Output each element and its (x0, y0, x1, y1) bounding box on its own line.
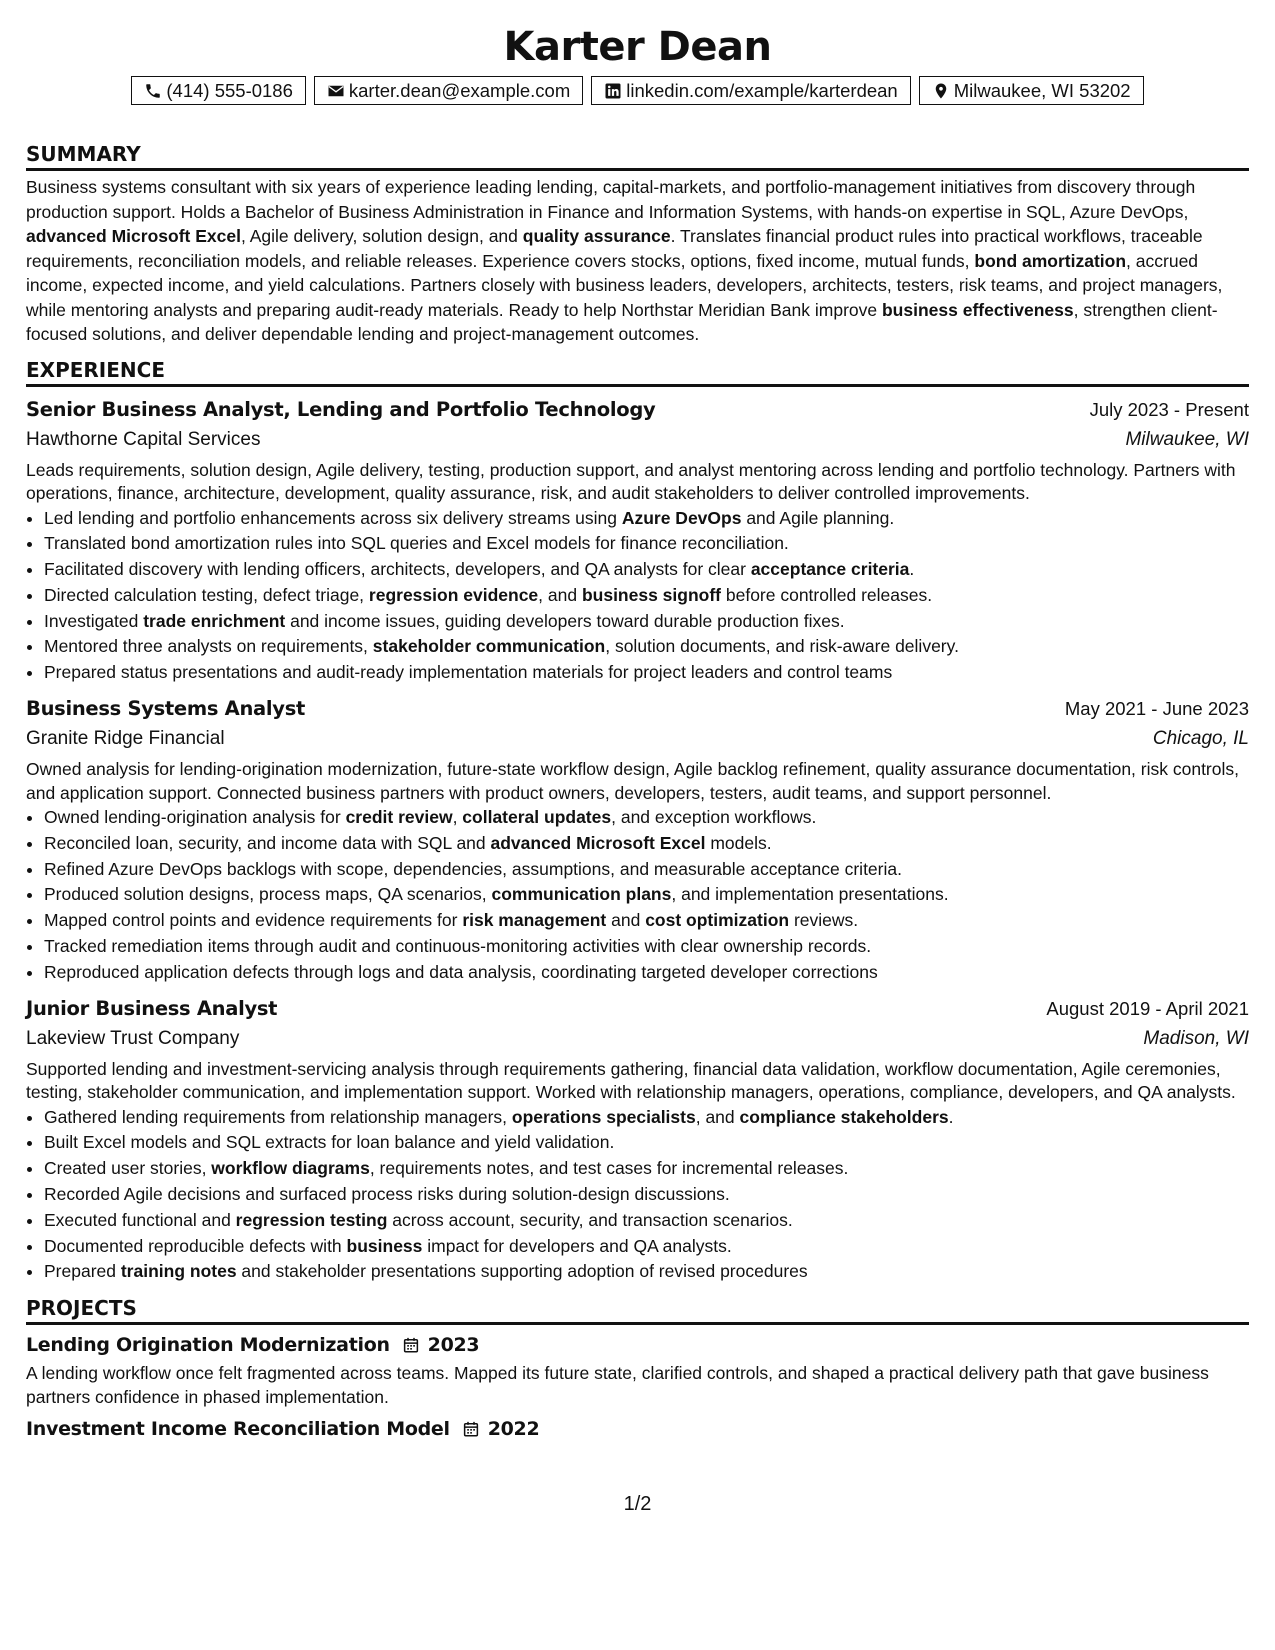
contact-email-text: karter.dean@example.com (348, 79, 571, 101)
job-bullets (26, 506, 1249, 687)
project-description: A lending workflow once felt fragmented across teams. Mapped its future state, clarified controls, and shaped a practical delivery path that gave business partners confidence in phased implementation. (26, 1363, 1209, 1408)
project-year: 2022 (487, 1418, 540, 1441)
list-item: • Facilitated discovery with lending officers, architects, developers, and QA analysts for clear acceptance criteria. (44, 557, 1249, 583)
list-item: • Produced solution designs, process maps, QA scenarios, communication plans, and implementation presentations. (44, 882, 1249, 908)
job-company: Granite Ridge Financial (26, 728, 225, 750)
list-item: • Prepared training notes and stakeholder presentations supporting adoption of revised procedures (44, 1259, 1249, 1285)
summary-section (26, 141, 1249, 347)
candidate-name: Karter Dean (503, 24, 772, 70)
emphasis: business (346, 1235, 423, 1256)
emphasis: workflow diagrams (211, 1158, 370, 1179)
experience-heading: EXPERIENCE (26, 357, 1249, 387)
emphasis: collateral updates (462, 807, 612, 828)
job-bullets (26, 1105, 1249, 1286)
contact-phone[interactable] (131, 76, 306, 105)
contact-linkedin-text: linkedin.com/example/karterdean (626, 79, 898, 101)
job-location: Chicago, IL (1152, 728, 1249, 750)
job-location: Madison, WI (1143, 1027, 1249, 1049)
emphasis: advanced Microsoft Excel (26, 226, 241, 246)
job-entry (26, 395, 1249, 687)
job-title: Senior Business Analyst, Lending and Portfolio Technology (26, 397, 656, 421)
list-item: • Documented reproducible defects with business impact for developers and QA analysts. (44, 1234, 1249, 1260)
list-item: • Investigated trade enrichment and income issues, guiding developers toward durable production fixes. (44, 609, 1249, 635)
calendar-icon (462, 1420, 480, 1438)
list-item: • Directed calculation testing, defect triage, regression evidence, and business signoff before controlled releases. (44, 583, 1249, 609)
job-title: Business Systems Analyst (26, 697, 306, 721)
job-company: Hawthorne Capital Services (26, 428, 261, 450)
project-name: Investment Income Reconciliation Model (26, 1418, 450, 1441)
project-year: 2023 (427, 1334, 480, 1357)
project-entry (26, 1415, 1249, 1443)
emphasis: advanced Microsoft Excel (490, 832, 706, 853)
summary-text: Business systems consultant with six years of experience leading lending, capital-markets, and portfolio-management initiatives from discovery through production support. Holds a Bachelor of Business Administration in Finance and Information Systems, with hands-on expertise in SQL, Azure DevOps, advanced Microsoft Excel, Agile delivery, solution design, and quality assurance. Translates financial product rules into practical workflows, traceable requirements, reconciliation models, and reliable releases. Experience covers stocks, options, fixed income, mutual funds, bond amortization, accrued income, expected income, and yield calculations. Partners closely with business leaders, developers, architects, testers, risk teams, and project managers, while mentoring analysts and preparing audit-ready materials. Ready to help Northstar Meridian Bank improve business effectiveness, strengthen client-focused solutions, and deliver dependable lending and project-management outcomes. (26, 177, 1223, 344)
emphasis: bond amortization (974, 250, 1127, 271)
experience-section (26, 357, 1249, 1286)
job-entry (26, 694, 1249, 986)
emphasis: quality assurance (522, 226, 671, 246)
emphasis: Azure DevOps (621, 507, 742, 528)
list-item: • Reconciled loan, security, and income data with SQL and advanced Microsoft Excel models. (44, 831, 1249, 857)
page-number: 1/2 (623, 1493, 652, 1515)
emphasis: trade enrichment (143, 610, 286, 631)
list-item: • Executed functional and regression testing across account, security, and transaction scenarios. (44, 1208, 1249, 1234)
job-location: Milwaukee, WI (1125, 428, 1249, 450)
linkedin-icon (604, 82, 622, 100)
job-description: Supported lending and investment-servicing analysis through requirements gathering, financial data validation, workflow documentation, Agile ceremonies, testing, stakeholder communication, and implementation support. Worked with relationship managers, operations, compliance, developers, and QA analysts. (26, 1058, 1236, 1103)
contact-linkedin[interactable] (591, 76, 910, 105)
emphasis: stakeholder communication (372, 636, 606, 657)
contact-email[interactable] (314, 76, 583, 105)
calendar-icon (402, 1336, 420, 1354)
project-name: Lending Origination Modernization (26, 1334, 390, 1357)
list-item: • Created user stories, workflow diagrams, requirements notes, and test cases for incremental releases. (44, 1156, 1249, 1182)
list-item: • Led lending and portfolio enhancements across six delivery streams using Azure DevOps and Agile planning. (44, 506, 1249, 532)
list-item: • Built Excel models and SQL extracts for loan balance and yield validation. (44, 1130, 1249, 1156)
list-item: • Owned lending-origination analysis for credit review, collateral updates, and exception workflows. (44, 805, 1249, 831)
emphasis: compliance stakeholders (739, 1106, 949, 1127)
list-item: • Gathered lending requirements from relationship managers, operations specialists, and compliance stakeholders. (44, 1105, 1249, 1131)
job-dates: July 2023 - Present (1089, 398, 1249, 420)
emphasis: communication plans (491, 884, 672, 905)
emphasis: credit review (345, 807, 453, 828)
envelope-icon (327, 82, 345, 100)
emphasis: cost optimization (645, 910, 790, 931)
job-dates: May 2021 - June 2023 (1064, 698, 1249, 720)
project-entry (26, 1331, 1249, 1409)
list-item: • Refined Azure DevOps backlogs with scope, dependencies, assumptions, and measurable acceptance criteria. (44, 857, 1249, 883)
job-bullets (26, 805, 1249, 986)
job-entry (26, 994, 1249, 1286)
emphasis: acceptance criteria (750, 559, 910, 580)
list-item: • Prepared status presentations and audit-ready implementation materials for project leaders and control teams (44, 660, 1249, 686)
emphasis: regression evidence (368, 584, 539, 605)
emphasis: regression testing (235, 1209, 388, 1230)
map-pin-icon (932, 82, 950, 100)
emphasis: operations specialists (511, 1106, 696, 1127)
job-description: Leads requirements, solution design, Agile delivery, testing, production support, and analyst mentoring across lending and portfolio technology. Partners with operations, finance, architecture, development, quality assurance, risk, and audit stakeholders to deliver controlled improvements. (26, 459, 1236, 503)
emphasis: business signoff (581, 584, 721, 605)
list-item: • Mapped control points and evidence requirements for risk management and cost optimization reviews. (44, 908, 1249, 934)
contact-location (919, 76, 1144, 105)
list-item: • Reproduced application defects through logs and data analysis, coordinating targeted developer corrections (44, 960, 1249, 986)
job-description: Owned analysis for lending-origination modernization, future-state workflow design, Agile backlog refinement, quality assurance documentation, risk controls, and application support. Connected business partners with product owners, developers, testers, audit teams, and support personnel. (26, 759, 1239, 803)
phone-icon (144, 82, 162, 100)
list-item: • Translated bond amortization rules into SQL queries and Excel models for finance reconciliation. (44, 531, 1249, 557)
contact-phone-text: (414) 555-0186 (166, 79, 293, 101)
projects-heading: PROJECTS (26, 1295, 1249, 1325)
emphasis: training notes (120, 1261, 237, 1282)
list-item: • Recorded Agile decisions and surfaced process risks during solution-design discussions. (44, 1182, 1249, 1208)
list-item: • Tracked remediation items through audit and continuous-monitoring activities with clear ownership records. (44, 934, 1249, 960)
job-dates: August 2019 - April 2021 (1046, 997, 1249, 1019)
contact-location-text: Milwaukee, WI 53202 (953, 79, 1131, 101)
job-company: Lakeview Trust Company (26, 1027, 240, 1049)
emphasis: risk management (462, 910, 607, 931)
job-title: Junior Business Analyst (26, 996, 278, 1020)
projects-section (26, 1295, 1249, 1443)
summary-heading: SUMMARY (26, 141, 1249, 171)
emphasis: business effectiveness (881, 299, 1074, 320)
list-item: • Mentored three analysts on requirements, stakeholder communication, solution documents, and risk-aware delivery. (44, 634, 1249, 660)
contact-bar (26, 76, 1249, 105)
